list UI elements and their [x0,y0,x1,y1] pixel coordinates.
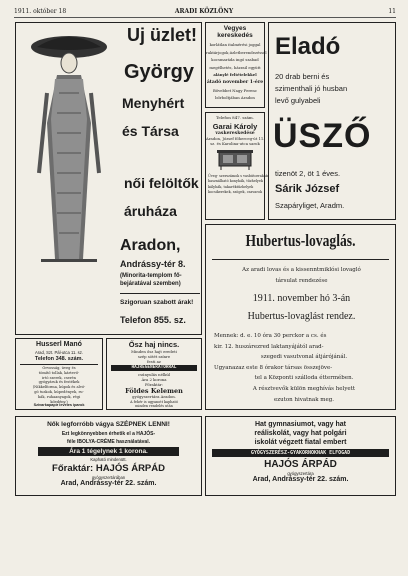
hubertus-date: 1911. november hó 3-án [252,293,351,304]
husserl-mano-ad [15,338,103,410]
hubertus-event: Hubertus-lovaglást rendez. [247,311,356,322]
header-date: 1911. október 18 [14,8,67,15]
address-andrassy: Andrássy-tér 8. [120,259,186,269]
store-type-2: áruháza [124,203,177,219]
header-title: ARADI KÖZLÖNY [174,8,234,15]
szepnek-main-store: Főraktár: HAJÓS ÁRPÁD [52,463,165,474]
elado-age: tizenöt 2, öt 1 éves. [275,169,341,178]
garai-name: Garai Károly [212,122,258,131]
es-tarsa: és Társa [122,123,179,139]
hubertus-intro: Az aradi lovas és a kissenntmiklósi lovagló társulat rendezése [242,267,361,284]
szepnek-address: Arad, Andrássy-tér 22. szám. [60,480,157,487]
gyorgy-menyhert-ad [15,22,202,335]
hubertus-title: Hubertus-lovaglás. [245,231,356,250]
osz-product: HAJREGENERATORRAL [111,365,197,371]
minorita-line-1: (Minorita-templom fő- [120,273,182,279]
menyhert-name: Menyhért [122,95,185,111]
osz-haj-ad: Ősz haj nincs. Minden ősz hajt eredeti szép sötét színre festi az HAJREGENERATORRAL csúnyulás nélkül Ára 2 korona Főraktár: Földes Kelemen gyógyszertára Aradon. A fehér is ugyanott kapható minden rendelés után [106,338,202,410]
elado-seller: Sárik József [275,183,340,195]
gymnasium-address: Arad, Andrássy-tér 22. szám. [252,476,349,483]
szepnek-price: Ára 1 tégelynek 1 korona. [38,447,179,456]
szepnek-available: Kapható mindenütt. [90,457,127,462]
gyorgy-name: György [124,61,195,83]
husserl-address: Arad, Szt. Pál-utca 11. sz. [34,350,84,355]
gymnasium-pharmacy: gyógyszertára [287,471,314,476]
woman-illustration [19,33,119,263]
gymnasium-band: GYÓGYSZERÉSZ-GYAKORNOKNAK ELFOGAD [212,449,389,457]
osz-title: Ősz haj nincs. [128,340,180,349]
hubertus-lovaglas-ad [205,224,396,410]
telephone: Telefon 855. sz. [120,315,186,325]
szepnek-title: Nők legforróbb vágya SZÉPNEK LENNI! [47,421,170,428]
husserl-body: Orvosság, üveg és tömítő tollak, kártevő- irtó szerek, cserén gyógyáruk és festékek (Nikkelforma, kúpok és alvó- gó tuskok, kúpedények, ru- hák, ruhaanyagok, régi kőedény.) [32,366,86,404]
hubertus-details: Mennek: d. e. 10 óra 30 perckor a cs. és kir. 12. huszárezred laktanyájától arad- szegedi vasutvonal átjárójánál. Ugyanazaz este 8 órakor társas összejöve- tel a Központi szálloda éttermében. A résztvevők külön meghívás helyett ezuton hivatnak meg. [214,333,356,403]
husserl-name: Husserl Manó [36,341,82,348]
elado-title: Eladó [275,33,341,60]
vegyes-title: Vegyes kereskedés [217,25,253,39]
divider [212,259,389,260]
garai-karoly-ad: Telefon 847. szám. Garai Károly vaskereskedése Aradon, József főherceg-út 11. sz. és Karolina-utca sarok Üveg- szerszámok s vasbútorraktár használható konyhák, tűzhelyek kályhák, takaréktűzhelyek kocsikerekek, szögek, csavarok [205,112,265,220]
vegyes-body: korlátlan italmérési joggal raktárjogok,üzletberendezéssel kocsmaráda ingó szabad megélhetés, házrail együtt alánylé feltételekkel átadó november 1-ére Bővebbet Nagy Ferenc bőrboltjában Aradon [206,42,267,101]
gymnasium-name: HAJÓS ÁRPÁD [264,459,337,470]
divider [120,293,200,294]
usz-big: ÜSZŐ [273,117,372,155]
gymnasium-ad: Hat gymnasiumot, vagy hat reáliskolát, vagy hat polgári iskolát végzett fiatal embert GYÓGYSZERÉSZ-GYAKORNOKNAK ELFOGAD HAJÓS ÁRPÁD gyógyszertára Arad, Andrássy-tér 22. szám. [205,416,396,496]
divider [20,364,98,365]
elado-usz-ad [268,22,396,220]
minorita-line-2: bejáratával szemben) [120,281,181,287]
elado-address: Szapáryliget, Aradm. [275,201,345,210]
elado-desc: 20 drab berni és szimenthali jó husban levő gulyabeli [275,72,348,105]
new-shop-heading: Uj üzlet! [127,25,197,45]
stove-illustration [213,148,257,170]
page-header [14,6,396,18]
garai-note: Üveg- szerszámok s vasbútorraktár használható konyhák, tűzhelyek kályhák, takaréktűzhelyek kocsikerekek, szögek, csavarok [208,174,269,195]
husserl-phone: Telefon 348. szám. [34,356,84,362]
header-page-number: 11 [388,8,396,15]
vegyes-kereskedes-ad [205,22,265,108]
osz-shop: Földes Kelemen [125,387,183,395]
garai-phone: Telefon 847. szám. [216,115,254,120]
fixed-prices: Szigoruan szabott árak! [120,299,194,306]
city-aradon: Aradon, [120,237,181,254]
store-type-1: női felöltők [124,175,199,191]
garai-trade: vaskereskedése [215,131,255,136]
husserl-footer: Szivarkapapír leveles iparok [33,403,85,407]
szepnek-lenni-ad: Nők legforróbb vágya SZÉPNEK LENNI! Ezt legkönnyebben érhetik el a HAJÓS- féle IBOLYA-CRÉME használatával. Ára 1 tégelynek 1 korona. Kapható mindenütt. Főraktár: HAJÓS ÁRPÁD gyógyszertárában Arad, Andrássy-tér 22. szám. [15,416,202,496]
szepnek-pharmacy: gyógyszertárában [91,475,126,480]
